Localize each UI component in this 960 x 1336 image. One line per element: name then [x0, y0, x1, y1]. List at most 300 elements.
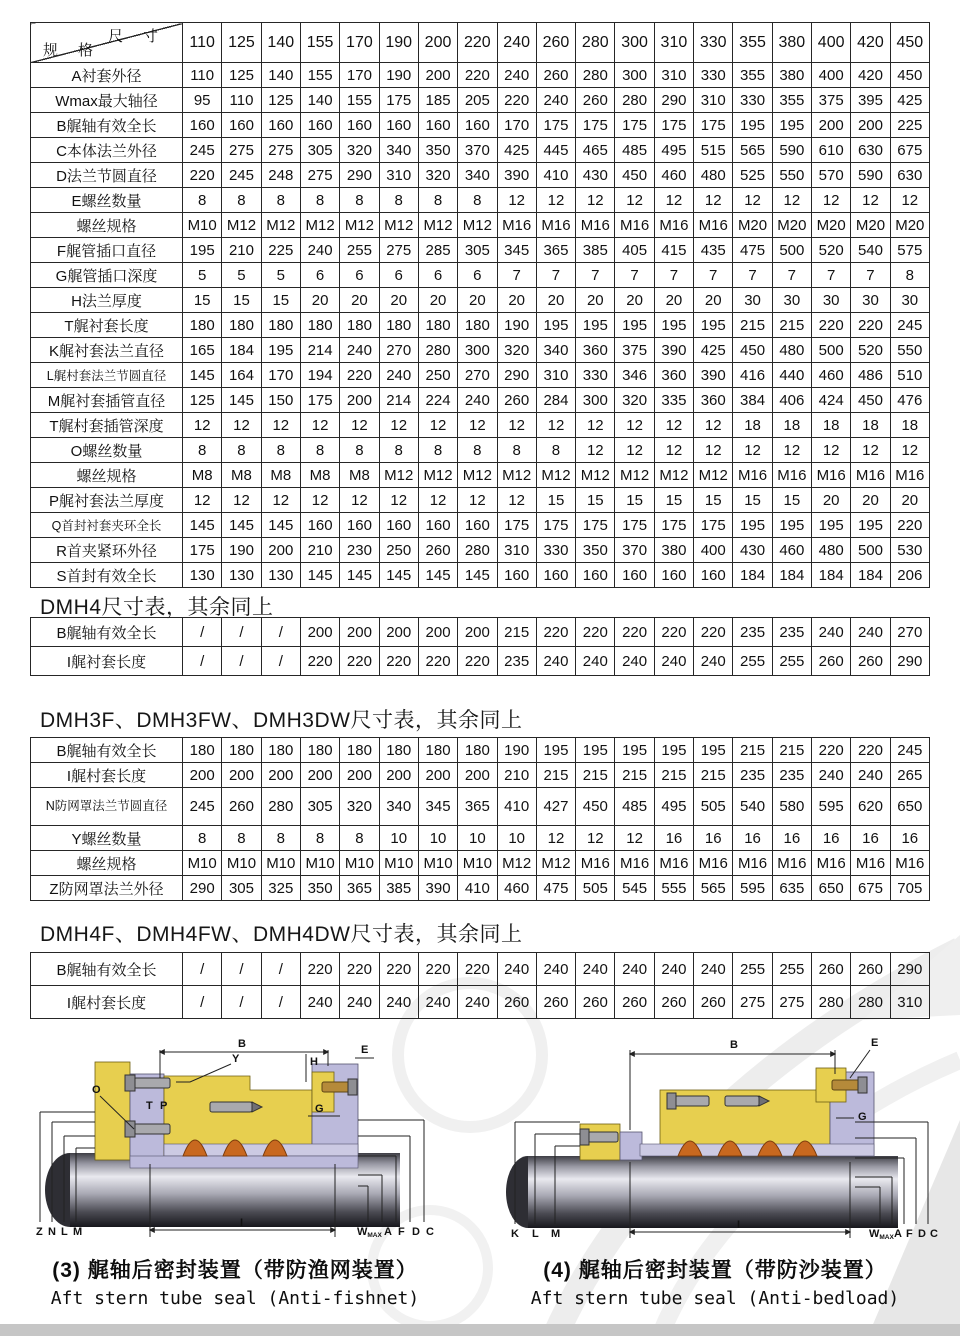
- value-cell: 200: [418, 618, 457, 647]
- value-cell: 200: [222, 763, 261, 788]
- value-cell: 575: [890, 238, 929, 263]
- value-cell: M16: [851, 851, 890, 876]
- value-cell: M16: [812, 851, 851, 876]
- value-cell: 185: [418, 88, 457, 113]
- value-cell: 16: [694, 826, 733, 851]
- row-label: H法兰厚度: [31, 288, 183, 313]
- value-cell: 240: [379, 986, 418, 1019]
- dim-label-f: F: [398, 1226, 405, 1238]
- value-cell: 320: [418, 163, 457, 188]
- row-label: Z防网罩法兰外径: [31, 876, 183, 901]
- value-cell: 260: [576, 88, 615, 113]
- value-cell: 240: [576, 647, 615, 676]
- value-cell: 175: [497, 513, 536, 538]
- value-cell: 195: [536, 738, 575, 763]
- bolt: [210, 1102, 262, 1112]
- value-cell: 480: [812, 538, 851, 563]
- value-cell: 240: [851, 618, 890, 647]
- value-cell: 224: [418, 388, 457, 413]
- value-cell: 220: [851, 313, 890, 338]
- value-cell: 240: [536, 953, 575, 986]
- value-cell: 12: [379, 413, 418, 438]
- value-cell: 12: [497, 488, 536, 513]
- value-cell: 20: [340, 288, 379, 313]
- value-cell: M16: [536, 213, 575, 238]
- value-cell: 12: [497, 188, 536, 213]
- value-cell: 160: [497, 563, 536, 588]
- value-cell: 180: [418, 313, 457, 338]
- value-cell: 180: [222, 738, 261, 763]
- value-cell: 240: [615, 953, 654, 986]
- value-cell: 215: [772, 313, 811, 338]
- value-cell: 6: [340, 263, 379, 288]
- dim-label-e: E: [871, 1037, 879, 1049]
- value-cell: 330: [576, 363, 615, 388]
- size-column-header: 200: [418, 23, 457, 63]
- value-cell: 410: [536, 163, 575, 188]
- value-cell: 160: [458, 513, 497, 538]
- value-cell: 220: [458, 647, 497, 676]
- value-cell: 12: [812, 188, 851, 213]
- value-cell: 210: [300, 538, 339, 563]
- dim-label-g: G: [858, 1111, 867, 1123]
- value-cell: 210: [497, 763, 536, 788]
- value-cell: 15: [772, 488, 811, 513]
- value-cell: 95: [183, 88, 222, 113]
- value-cell: 6: [418, 263, 457, 288]
- value-cell: 280: [261, 788, 300, 826]
- value-cell: 300: [458, 338, 497, 363]
- value-cell: 240: [458, 388, 497, 413]
- value-cell: 365: [458, 788, 497, 826]
- corner-label-spec: 规格: [43, 42, 114, 59]
- value-cell: 225: [890, 113, 929, 138]
- value-cell: 310: [379, 163, 418, 188]
- value-cell: 555: [654, 876, 693, 901]
- value-cell: 12: [536, 188, 575, 213]
- value-cell: 12: [890, 188, 929, 213]
- value-cell: 240: [379, 363, 418, 388]
- size-column-header: 190: [379, 23, 418, 63]
- value-cell: 160: [300, 113, 339, 138]
- value-cell: 460: [812, 363, 851, 388]
- value-cell: 8: [222, 188, 261, 213]
- value-cell: 280: [812, 986, 851, 1019]
- dim-label-z: Z: [36, 1226, 43, 1238]
- row-label: B艉轴有效全长: [31, 738, 183, 763]
- value-cell: 20: [379, 288, 418, 313]
- value-cell: M20: [851, 213, 890, 238]
- value-cell: 18: [772, 413, 811, 438]
- value-cell: 160: [458, 113, 497, 138]
- section-heading-dmh4: DMH4尺寸表，其余同上: [40, 596, 274, 619]
- value-cell: 290: [497, 363, 536, 388]
- value-cell: 12: [576, 826, 615, 851]
- value-cell: 230: [340, 538, 379, 563]
- value-cell: 215: [615, 763, 654, 788]
- value-cell: 125: [183, 388, 222, 413]
- dim-label-g: G: [315, 1103, 324, 1115]
- value-cell: 495: [654, 138, 693, 163]
- value-cell: 180: [261, 313, 300, 338]
- value-cell: 220: [379, 647, 418, 676]
- value-cell: 220: [536, 618, 575, 647]
- value-cell: 480: [694, 163, 733, 188]
- value-cell: M12: [222, 213, 261, 238]
- value-cell: 8: [497, 438, 536, 463]
- value-cell: /: [261, 953, 300, 986]
- value-cell: 190: [497, 738, 536, 763]
- section-heading-dmh4f: DMH4F、DMH4FW、DMH4DW尺寸表，其余同上: [40, 923, 523, 946]
- value-cell: 200: [379, 618, 418, 647]
- value-cell: 220: [458, 953, 497, 986]
- value-cell: 160: [379, 513, 418, 538]
- value-cell: 184: [222, 338, 261, 363]
- value-cell: 12: [654, 413, 693, 438]
- value-cell: 175: [615, 513, 654, 538]
- value-cell: M16: [694, 851, 733, 876]
- value-cell: M12: [536, 851, 575, 876]
- dim-label-l: L: [532, 1228, 539, 1240]
- value-cell: 145: [418, 563, 457, 588]
- value-cell: 12: [418, 413, 457, 438]
- value-cell: 245: [222, 163, 261, 188]
- value-cell: 290: [183, 876, 222, 901]
- value-cell: 260: [497, 388, 536, 413]
- value-cell: 175: [576, 113, 615, 138]
- value-cell: 125: [261, 88, 300, 113]
- value-cell: 360: [576, 338, 615, 363]
- value-cell: 450: [733, 338, 772, 363]
- value-cell: 180: [183, 313, 222, 338]
- value-cell: 215: [733, 738, 772, 763]
- value-cell: 280: [458, 538, 497, 563]
- value-cell: 370: [615, 538, 654, 563]
- size-column-header: 310: [654, 23, 693, 63]
- value-cell: 440: [772, 363, 811, 388]
- value-cell: 16: [851, 826, 890, 851]
- value-cell: 220: [654, 618, 693, 647]
- value-cell: 220: [694, 618, 733, 647]
- value-cell: 130: [183, 563, 222, 588]
- value-cell: 240: [812, 618, 851, 647]
- value-cell: 175: [536, 513, 575, 538]
- value-cell: M16: [576, 213, 615, 238]
- caption-en: Aft stern tube seal (Anti-fishnet): [50, 1288, 420, 1309]
- value-cell: 240: [694, 953, 733, 986]
- value-cell: M12: [340, 213, 379, 238]
- value-cell: 395: [851, 88, 890, 113]
- value-cell: 360: [654, 363, 693, 388]
- size-column-header: 260: [536, 23, 575, 63]
- value-cell: 330: [694, 63, 733, 88]
- value-cell: 565: [733, 138, 772, 163]
- value-cell: 385: [576, 238, 615, 263]
- value-cell: 5: [183, 263, 222, 288]
- value-cell: 15: [733, 488, 772, 513]
- value-cell: 12: [458, 488, 497, 513]
- value-cell: 460: [497, 876, 536, 901]
- value-cell: 245: [890, 313, 929, 338]
- value-cell: 7: [694, 263, 733, 288]
- value-cell: 12: [890, 438, 929, 463]
- value-cell: 195: [812, 513, 851, 538]
- value-cell: 200: [418, 63, 457, 88]
- value-cell: 175: [300, 388, 339, 413]
- value-cell: 215: [733, 313, 772, 338]
- seal-assembly: [95, 1062, 358, 1168]
- dim-label-h: H: [310, 1056, 318, 1068]
- value-cell: 12: [340, 488, 379, 513]
- value-cell: 8: [379, 188, 418, 213]
- value-cell: 635: [772, 876, 811, 901]
- value-cell: 275: [733, 986, 772, 1019]
- section-heading-dmh3f: DMH3F、DMH3FW、DMH3DW尺寸表，其余同上: [40, 709, 523, 732]
- value-cell: 270: [458, 363, 497, 388]
- value-cell: 476: [890, 388, 929, 413]
- value-cell: 340: [536, 338, 575, 363]
- value-cell: 30: [890, 288, 929, 313]
- value-cell: 520: [851, 338, 890, 363]
- size-column-header: 380: [772, 23, 811, 63]
- value-cell: 12: [261, 413, 300, 438]
- value-cell: 175: [694, 113, 733, 138]
- value-cell: 6: [458, 263, 497, 288]
- value-cell: /: [261, 618, 300, 647]
- value-cell: 12: [536, 413, 575, 438]
- value-cell: 180: [222, 313, 261, 338]
- value-cell: 505: [576, 876, 615, 901]
- value-cell: 240: [851, 763, 890, 788]
- value-cell: 248: [261, 163, 300, 188]
- value-cell: 8: [340, 826, 379, 851]
- value-cell: M16: [772, 851, 811, 876]
- diagram-anti-fishnet: [10, 1032, 465, 1244]
- value-cell: 130: [261, 563, 300, 588]
- dim-label-y: Y: [232, 1053, 240, 1065]
- value-cell: 425: [890, 88, 929, 113]
- value-cell: 630: [890, 163, 929, 188]
- value-cell: 8: [261, 438, 300, 463]
- value-cell: 505: [694, 788, 733, 826]
- value-cell: 160: [536, 563, 575, 588]
- dim-label-b: B: [238, 1038, 246, 1050]
- bolt: [725, 1096, 769, 1106]
- value-cell: 340: [379, 788, 418, 826]
- dim-label-m: M: [73, 1226, 83, 1238]
- value-cell: 410: [497, 788, 536, 826]
- value-cell: 260: [418, 538, 457, 563]
- value-cell: M8: [261, 463, 300, 488]
- value-cell: 170: [497, 113, 536, 138]
- value-cell: 590: [772, 138, 811, 163]
- value-cell: 7: [497, 263, 536, 288]
- value-cell: M12: [497, 851, 536, 876]
- value-cell: 160: [615, 563, 654, 588]
- value-cell: 240: [418, 986, 457, 1019]
- value-cell: M10: [340, 851, 379, 876]
- value-cell: 415: [654, 238, 693, 263]
- dim-label-i: I: [737, 1219, 741, 1231]
- value-cell: 515: [694, 138, 733, 163]
- value-cell: 10: [418, 826, 457, 851]
- row-label: 螺丝规格: [31, 213, 183, 238]
- value-cell: 160: [300, 513, 339, 538]
- value-cell: 7: [812, 263, 851, 288]
- value-cell: 7: [733, 263, 772, 288]
- value-cell: 550: [772, 163, 811, 188]
- value-cell: 375: [812, 88, 851, 113]
- value-cell: 12: [694, 188, 733, 213]
- value-cell: 10: [379, 826, 418, 851]
- value-cell: 570: [812, 163, 851, 188]
- value-cell: 445: [536, 138, 575, 163]
- value-cell: 425: [694, 338, 733, 363]
- value-cell: M16: [497, 213, 536, 238]
- value-cell: 175: [183, 538, 222, 563]
- value-cell: 280: [418, 338, 457, 363]
- row-label: T艉衬套长度: [31, 313, 183, 338]
- value-cell: 400: [694, 538, 733, 563]
- value-cell: M12: [458, 213, 497, 238]
- value-cell: 12: [772, 438, 811, 463]
- value-cell: 240: [694, 647, 733, 676]
- value-cell: 145: [261, 513, 300, 538]
- size-column-header: 240: [497, 23, 536, 63]
- value-cell: 245: [183, 788, 222, 826]
- row-label: R首夹紧环外径: [31, 538, 183, 563]
- value-cell: 8: [300, 188, 339, 213]
- value-cell: 325: [261, 876, 300, 901]
- value-cell: 8: [418, 188, 457, 213]
- value-cell: 215: [654, 763, 693, 788]
- value-cell: 240: [576, 953, 615, 986]
- value-cell: 30: [772, 288, 811, 313]
- value-cell: 345: [497, 238, 536, 263]
- value-cell: 270: [379, 338, 418, 363]
- value-cell: 12: [183, 413, 222, 438]
- value-cell: 8: [183, 438, 222, 463]
- row-label: B艉轴有效全长: [31, 113, 183, 138]
- value-cell: 145: [458, 563, 497, 588]
- value-cell: 200: [261, 538, 300, 563]
- value-cell: 235: [497, 647, 536, 676]
- value-cell: 225: [261, 238, 300, 263]
- value-cell: M20: [733, 213, 772, 238]
- value-cell: 285: [418, 238, 457, 263]
- value-cell: 320: [340, 788, 379, 826]
- value-cell: 195: [615, 313, 654, 338]
- value-cell: 260: [851, 647, 890, 676]
- value-cell: 250: [379, 538, 418, 563]
- value-cell: 8: [340, 438, 379, 463]
- row-label: L艉村套法兰节圆直径: [31, 363, 183, 388]
- row-label: P艉衬套法兰厚度: [31, 488, 183, 513]
- value-cell: 290: [340, 163, 379, 188]
- value-cell: M16: [851, 463, 890, 488]
- value-cell: 20: [458, 288, 497, 313]
- value-cell: M10: [379, 851, 418, 876]
- value-cell: 8: [379, 438, 418, 463]
- value-cell: 175: [654, 513, 693, 538]
- value-cell: 340: [379, 138, 418, 163]
- value-cell: 200: [812, 113, 851, 138]
- value-cell: 140: [300, 88, 339, 113]
- row-label: C本体法兰外径: [31, 138, 183, 163]
- value-cell: 195: [733, 513, 772, 538]
- value-cell: 12: [576, 413, 615, 438]
- value-cell: 260: [222, 788, 261, 826]
- value-cell: 12: [694, 413, 733, 438]
- dim-label-c: C: [426, 1226, 434, 1238]
- value-cell: 5: [222, 263, 261, 288]
- corner-label-size: 尺寸: [107, 28, 178, 45]
- value-cell: 240: [340, 986, 379, 1019]
- value-cell: 195: [733, 113, 772, 138]
- value-cell: 330: [536, 538, 575, 563]
- value-cell: M12: [536, 463, 575, 488]
- value-cell: 475: [536, 876, 575, 901]
- value-cell: /: [222, 986, 261, 1019]
- value-cell: /: [183, 953, 222, 986]
- value-cell: M16: [733, 463, 772, 488]
- value-cell: 200: [340, 618, 379, 647]
- value-cell: 240: [654, 953, 693, 986]
- value-cell: 205: [458, 88, 497, 113]
- value-cell: 400: [812, 63, 851, 88]
- value-cell: 510: [890, 363, 929, 388]
- value-cell: M8: [183, 463, 222, 488]
- value-cell: 16: [654, 826, 693, 851]
- value-cell: M12: [654, 463, 693, 488]
- value-cell: 310: [694, 88, 733, 113]
- value-cell: 18: [733, 413, 772, 438]
- value-cell: 475: [733, 238, 772, 263]
- value-cell: 20: [694, 288, 733, 313]
- value-cell: 260: [615, 986, 654, 1019]
- value-cell: 255: [733, 647, 772, 676]
- size-column-header: 420: [851, 23, 890, 63]
- value-cell: M16: [812, 463, 851, 488]
- value-cell: 180: [379, 738, 418, 763]
- value-cell: 214: [300, 338, 339, 363]
- value-cell: 195: [694, 313, 733, 338]
- value-cell: 220: [183, 163, 222, 188]
- value-cell: 12: [615, 413, 654, 438]
- caption-zh: (4) 艉轴后密封装置（带防沙装置）: [543, 1259, 887, 1282]
- value-cell: 255: [772, 647, 811, 676]
- value-cell: 16: [812, 826, 851, 851]
- dim-label-n: N: [48, 1226, 56, 1238]
- value-cell: 250: [418, 363, 457, 388]
- value-cell: 260: [654, 986, 693, 1019]
- value-cell: 110: [222, 88, 261, 113]
- value-cell: 12: [851, 438, 890, 463]
- value-cell: 8: [340, 188, 379, 213]
- value-cell: 145: [222, 513, 261, 538]
- value-cell: 500: [812, 338, 851, 363]
- value-cell: 290: [654, 88, 693, 113]
- value-cell: 240: [812, 763, 851, 788]
- value-cell: 12: [340, 413, 379, 438]
- value-cell: 175: [536, 113, 575, 138]
- value-cell: M16: [615, 213, 654, 238]
- value-cell: /: [222, 953, 261, 986]
- value-cell: 610: [812, 138, 851, 163]
- size-column-header: 110: [183, 23, 222, 63]
- value-cell: 260: [812, 647, 851, 676]
- value-cell: 195: [772, 113, 811, 138]
